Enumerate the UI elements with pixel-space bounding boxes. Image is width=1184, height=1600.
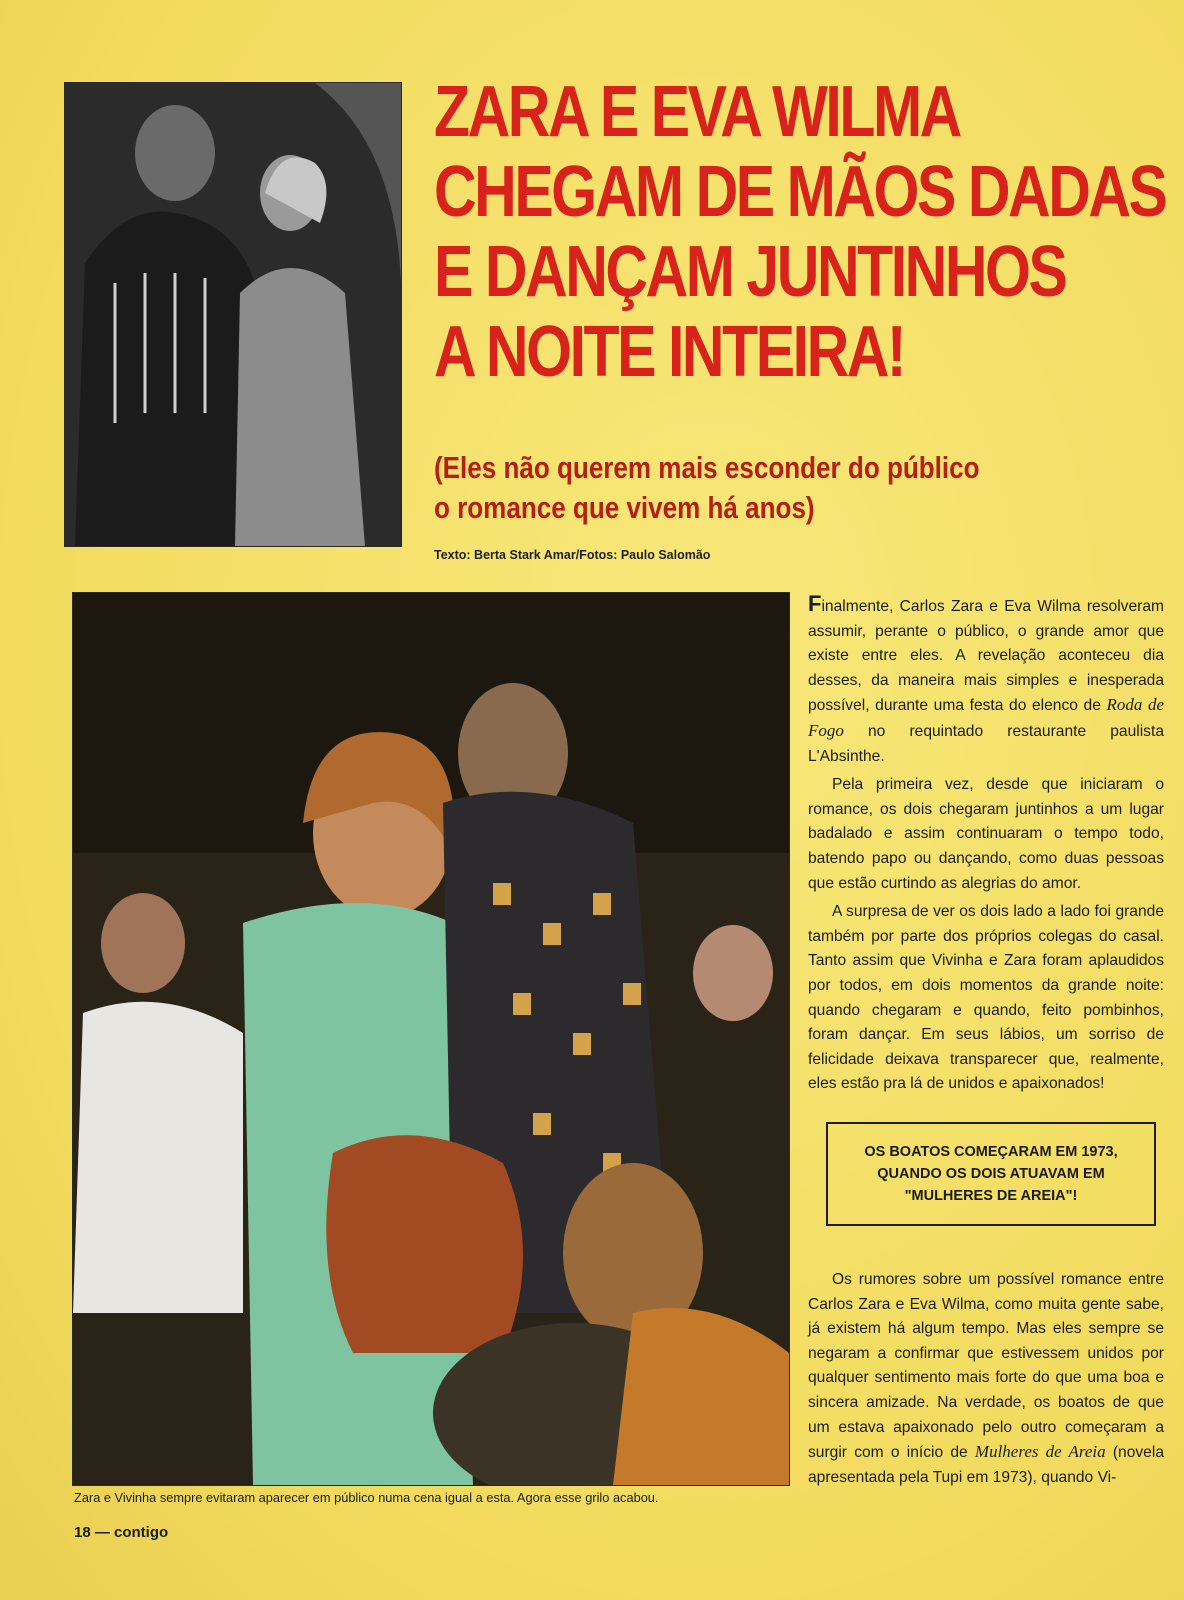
article-paragraph: A surpresa de ver os dois lado a lado foi grande também por parte dos próprios colegas do casal. Tanto assim que Vivinha e Zara foram aplaudidos por todos, em dois momentos da grande noite: quando chegaram e quando, feito pombinhos, foram dançar. Em seus lábios, um sorriso de felicidade deixava transparecer que, realmente, eles estão pra lá de unidos e apaixonados!: [808, 903, 1164, 1093]
pull-quote-text: OS BOATOS COMEÇARAM EM 1973, QUANDO OS DOIS ATUAVAM EM "MULHERES DE AREIA"!: [864, 1144, 1118, 1204]
drop-cap: F: [808, 591, 822, 616]
pull-quote-box: [826, 1122, 1156, 1226]
page-footer: 18 — contigo: [74, 1524, 169, 1541]
photo-couple-arriving: [64, 82, 402, 547]
photo-couple-dancing: [72, 592, 790, 1486]
article-paragraph: Pela primeira vez, desde que iniciaram o romance, os dois chegaram juntinhos a um lugar badalado e assim continuaram o tempo todo, batendo papo ou dançando, como duas pessoas que estão curtindo as alegrias do amor.: [808, 776, 1164, 892]
article-column-top: [808, 592, 1164, 1101]
photo-couple-arriving-illustration: [65, 83, 401, 546]
subheadline-line: o romance que vivem há anos): [434, 490, 815, 525]
article-text: no requintado restaurante paulista L'Absinthe.: [808, 722, 1164, 765]
article-paragraph: [808, 1268, 1164, 1490]
headline-line: CHEGAM DE MÃOS DADAS: [434, 152, 1166, 232]
headline: [434, 72, 1166, 392]
headline-line: E DANÇAM JUNTINHOS: [434, 232, 1066, 312]
headline-line: A NOITE INTEIRA!: [434, 312, 905, 392]
credits: Texto: Berta Stark Amar/Fotos: Paulo Salomão: [434, 548, 711, 562]
headline-line: ZARA E EVA WILMA: [434, 72, 960, 152]
article-column-bottom: [808, 1268, 1164, 1494]
article-text: (novela apresentada pela Tupi em 1973), quando Vi-: [808, 1444, 1164, 1486]
photo-caption: Zara e Vivinha sempre evitaram aparecer em público numa cena igual a esta. Agora esse grilo acabou.: [74, 1490, 659, 1505]
subheadline: [434, 448, 1005, 528]
subheadline-line: (Eles não querem mais esconder do público: [434, 450, 980, 485]
show-title: Roda de Fogo: [808, 695, 1164, 740]
photo-couple-dancing-illustration: [73, 593, 789, 1485]
article-text: inalmente, Carlos Zara e Eva Wilma resolveram assumir, perante o público, o grande amor que existe entre eles. A revelação aconteceu dia desses, da maneira mais simples e inesperada possível, durante uma festa do elenco de: [808, 598, 1164, 715]
article-paragraph: [808, 592, 1164, 769]
article-text: Os rumores sobre um possível romance entre Carlos Zara e Eva Wilma, como muita gente sabe, já existem há algum tempo. Mas eles sempre se negaram a confirmar que estivessem unidos por qualquer sentimento mais forte do que uma boa e sincera amizade. Na verdade, os boatos de que um estava apaixonado pelo outro começaram a surgir com o início de: [808, 1271, 1164, 1462]
show-title: Mulheres de Areia: [974, 1442, 1106, 1462]
